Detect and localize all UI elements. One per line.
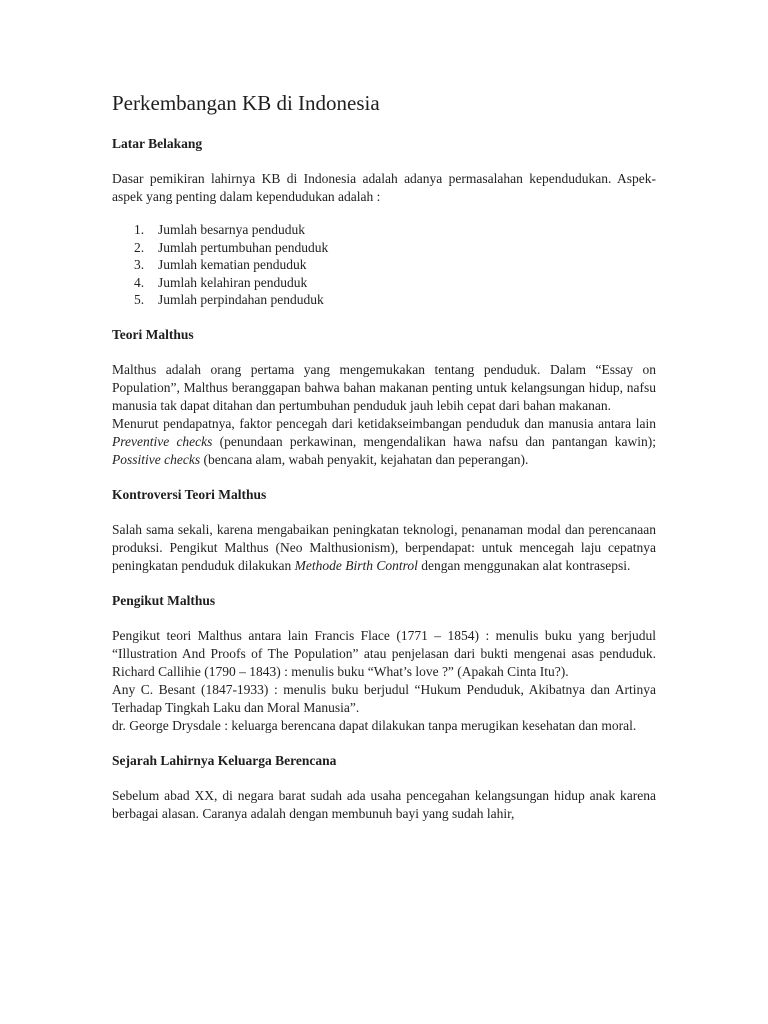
kontroversi-text-a: Salah sama sekali, karena mengabaikan peningkatan teknologi, penanaman modal dan perencanaan produksi. Pengikut Malthus (Neo Malthusionism), berpendapat: untuk mencegah laju cepatnya peningkatan penduduk dilakukan: [112, 521, 656, 573]
preventive-checks-term: Preventive checks: [112, 433, 213, 449]
list-text: Jumlah kelahiran penduduk: [158, 274, 308, 290]
paragraph-kontroversi: [112, 521, 656, 575]
list-text: Jumlah besarnya penduduk: [158, 222, 305, 237]
heading-latar-belakang: Latar Belakang: [112, 136, 203, 151]
heading-pengikut-malthus: Pengikut Malthus: [112, 592, 216, 608]
kontroversi-text-b: dengan menggunakan alat kontrasepsi.: [417, 557, 631, 573]
aspect-list: [112, 221, 656, 309]
page-title: Perkembangan KB di Indonesia: [112, 91, 380, 115]
heading-kontroversi: Kontroversi Teori Malthus: [112, 486, 267, 502]
teori-p2-text-b: (penundaan perkawinan, mengendalikan hawa nafsu dan pantangan kawin);: [212, 433, 656, 449]
paragraph-latar-belakang: Dasar pemikiran lahirnya KB di Indonesia adalah adanya permasalahan kependudukan. Aspek-aspek yang penting dalam kependudukan adalah :: [112, 171, 656, 204]
list-number: 3.: [134, 257, 145, 273]
paragraph-pengikut-1: Pengikut teori Malthus antara lain Francis Flace (1771 – 1854) : menulis buku yang berjudul “Illustration And Proofs of The Population” atau penjelasan dari bukti mengenai asas penduduk. Richard Callihie (1790 – 1843) : menulis buku “What’s love ?” (Apakah Cinta Itu?).: [112, 627, 656, 679]
heading-teori-malthus: Teori Malthus: [112, 326, 194, 342]
list-item: [112, 221, 656, 239]
list-number: 1.: [134, 222, 145, 237]
list-item: [112, 256, 656, 274]
paragraph-pengikut-3: dr. George Drysdale : keluarga berencana dapat dilakukan tanpa merugikan kesehatan dan moral.: [112, 717, 637, 733]
teori-p2-text-c: (bencana alam, wabah penyakit, kejahatan dan peperangan).: [200, 451, 529, 467]
list-number: 5.: [134, 292, 145, 308]
list-number: 2.: [134, 239, 145, 255]
list-item: [112, 291, 656, 309]
list-text: Jumlah kematian penduduk: [158, 257, 307, 273]
list-text: Jumlah perpindahan penduduk: [158, 292, 324, 308]
teori-paragraph-1: Malthus adalah orang pertama yang mengemukakan tentang penduduk. Dalam “Essay on Population”, Malthus beranggapan bahwa bahan makanan penting untuk kelangsungan hidup, nafsu manusia tak dapat ditahan dan pertumbuhan penduduk jauh lebih cepat dari bahan makanan.: [112, 361, 656, 413]
paragraph-teori-malthus-2: [112, 415, 656, 469]
birth-control-term: Methode Birth Control: [294, 557, 418, 573]
paragraph-pengikut-2: Any C. Besant (1847-1933) : menulis buku berjudul “Hukum Penduduk, Akibatnya dan Artinya Terhadap Tingkah Laku dan Moral Manusia”.: [112, 681, 656, 715]
paragraph-teori-malthus: [112, 361, 656, 415]
document-page: [112, 88, 656, 840]
list-item: [112, 274, 656, 292]
paragraph-sejarah: Sebelum abad XX, di negara barat sudah ada usaha pencegahan kelangsungan hidup anak karena berbagai alasan. Caranya adalah dengan membunuh bayi yang sudah lahir,: [112, 787, 656, 821]
list-item: [112, 239, 656, 257]
teori-p2-text-a: Menurut pendapatnya, faktor pencegah dari ketidakseimbangan penduduk dan manusia antara lain: [112, 415, 656, 431]
list-number: 4.: [134, 274, 145, 290]
possitive-checks-term: Possitive checks: [112, 451, 201, 467]
heading-sejarah-kb: Sejarah Lahirnya Keluarga Berencana: [112, 752, 337, 768]
list-text: Jumlah pertumbuhan penduduk: [158, 239, 329, 255]
